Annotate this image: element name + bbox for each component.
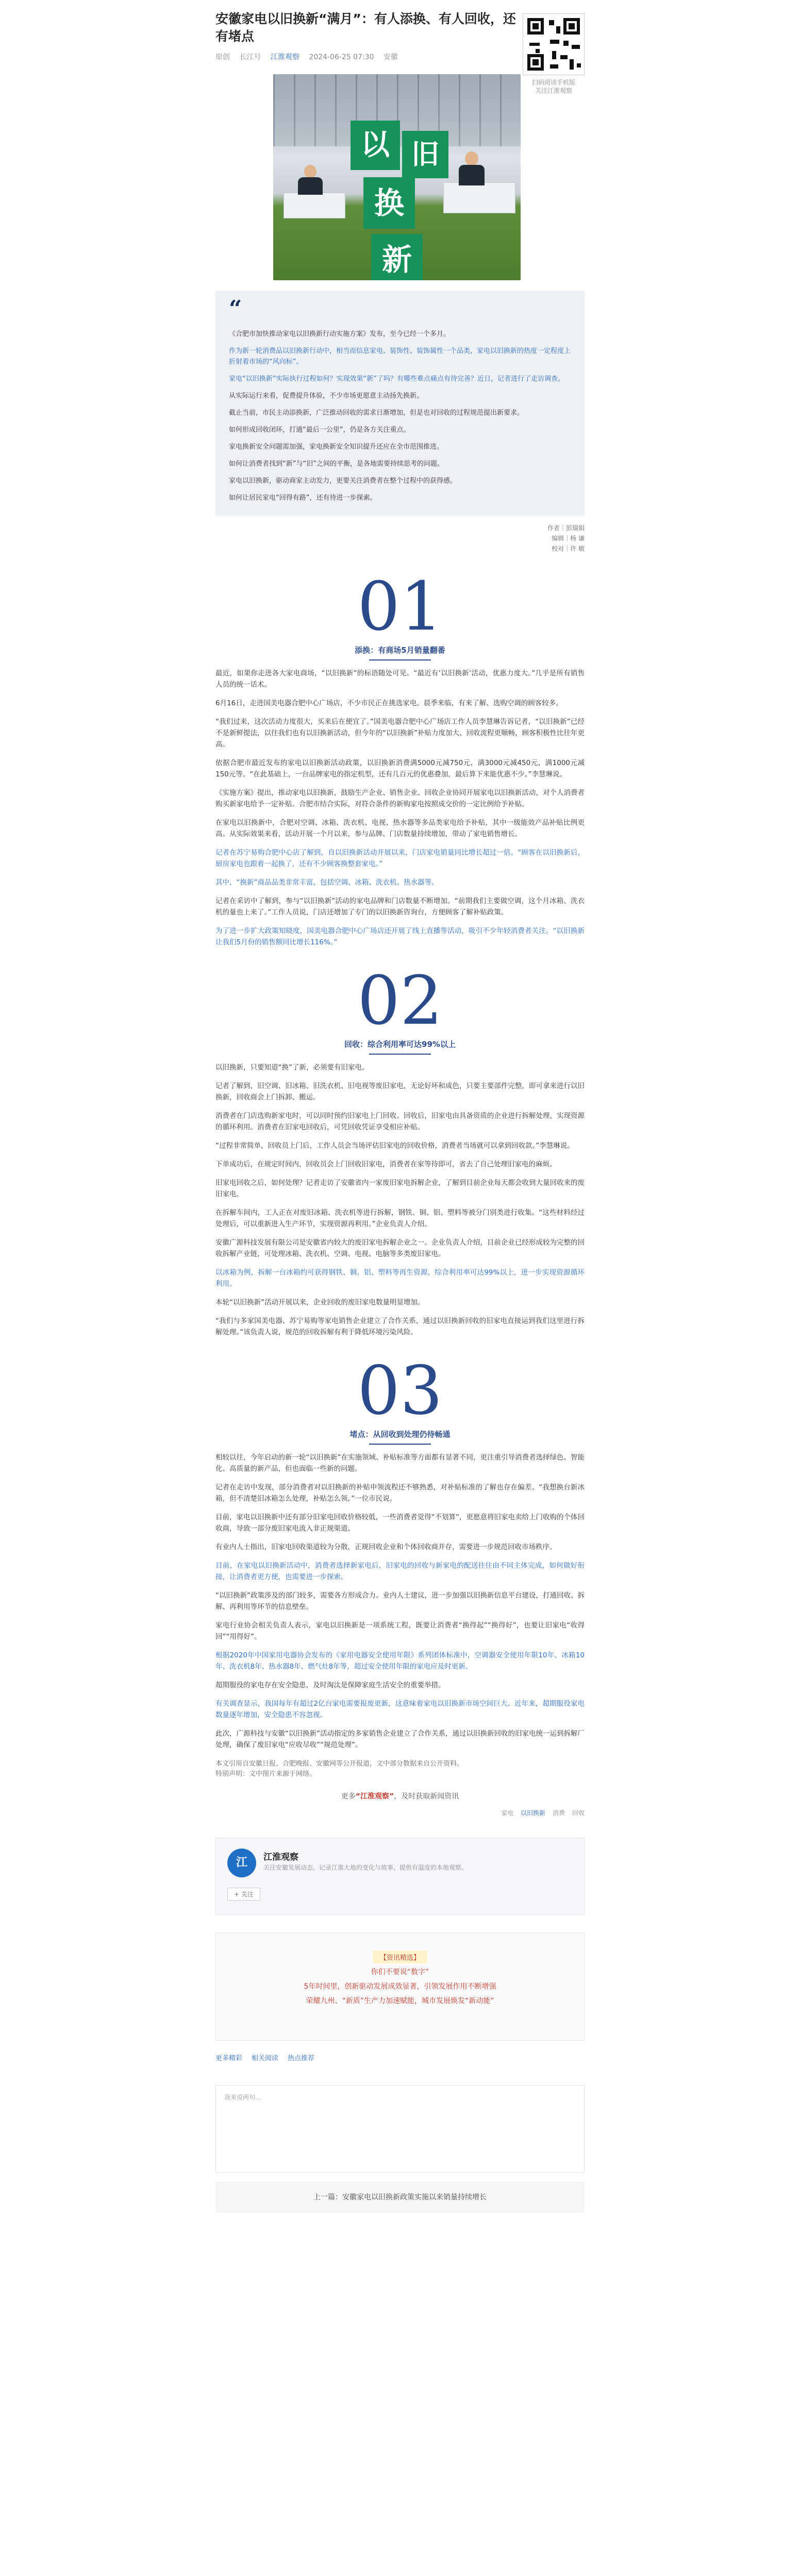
photo-cube-2: 旧	[402, 131, 448, 178]
body-paragraph: “以旧换新”政策涉及的部门较多，需要各方形成合力。业内人士建议，进一步加强以旧换新信息平台建设，打通回收、拆解、再利用等环节的信息壁垒。	[215, 1591, 585, 1611]
related-link[interactable]: 更多精彩	[215, 2055, 243, 2062]
promo-tag: 【资讯精选】	[373, 1951, 427, 1963]
section-divider	[369, 1444, 431, 1445]
body-paragraph: 下单成功后，在规定时间内，回收员会上门回收旧家电，消费者在家等待即可，省去了自己处理旧家电的麻烦。	[215, 1160, 557, 1168]
body-paragraph: 以冰箱为例，拆解一台冰箱约可获得钢铁、铜、铝、塑料等再生资源，综合利用率可达99%以上，进一步实现资源循环利用。	[215, 1268, 585, 1288]
summary-paragraph: 《合肥市加快推动家电以旧换新行动实施方案》发布，至今已经一个多月。	[229, 330, 451, 338]
body-paragraph: 《实施方案》提出，推动家电以旧换新，鼓励生产企业、销售企业、回收企业协同开展家电以旧换新活动，对个人消费者购买新家电给予一定补贴。合肥市结合实际，对符合条件的新购家电按照成交价的一定比例给予补贴。	[215, 789, 585, 808]
credits	[215, 523, 585, 554]
qr-caption-2: 关注江淮观察	[535, 87, 572, 94]
body-paragraph: 记者在苏宁易购合肥中心店了解到，自以旧换新活动开展以来，门店家电销量同比增长超过一倍。“顾客在以旧换新后，厨房家电也跟着一起换了，还有不少顾客换整套家电。”	[215, 849, 585, 868]
slogan-highlight[interactable]: “江淮观察”	[355, 1792, 394, 1801]
article-title: 安徽家电以旧换新“满月”：有人添换、有人回收，还有堵点	[215, 11, 516, 44]
end-note-line-1: 本文引用自安徽日报、合肥晚报、安徽网等公开报道，文中部分数据来自公开资料。	[215, 1760, 464, 1768]
body-paragraph: 消费者在门店选购新家电时，可以同时预约旧家电上门回收。回收后，旧家电由具备资质的企业进行拆解处理，实现资源的循环利用。消费者在旧家电回收后，可凭回收凭证享受相应补贴。	[215, 1112, 585, 1131]
original-label: 原创	[215, 53, 230, 61]
summary-paragraph: 家电“以旧换新”实际执行过程如何？实现效果“新”了吗？有哪些难点痛点有待完善？近日，记者进行了走访调查。	[229, 375, 564, 383]
related-link[interactable]: 相关阅读	[252, 2055, 279, 2062]
summary-quote-box	[215, 291, 585, 516]
slogan-prefix: 更多	[341, 1792, 356, 1801]
body-paragraph: 记者了解到，旧空调、旧冰箱、旧洗衣机、旧电视等废旧家电，无论好坏和成色，只要主要部件完整，即可拿来进行以旧换新，回收商会上门拆卸、搬运。	[215, 1082, 585, 1101]
body-paragraph: 本轮“以旧换新”活动开展以来，企业回收的废旧家电数量明显增加。	[215, 1298, 425, 1307]
body-paragraph: “我们过来，这次活动力度很大，买来后在便宜了。”国美电器合肥中心广场店工作人员李慧琳告诉记者，“以旧换新”已经不是新鲜提法，以往我们也有以旧换新活动，但今年的“以旧换新”补贴力度加大、回收流程更顺畅，顾客积极性比往年更高。	[215, 718, 585, 749]
body-paragraph: 目前，在家电以旧换新活动中，消费者选择新家电后，旧家电的回收与新家电的配送往往由不同主体完成，如何做好衔接，让消费者更方便，也需要进一步探索。	[215, 1562, 585, 1581]
photo-cube-4: 新	[371, 234, 423, 280]
summary-paragraph: 如何形成回收闭环，打通“最后一公里”，仍是各方关注重点。	[229, 426, 410, 434]
account-logo[interactable]: 江	[227, 1849, 256, 1877]
body-paragraph: 在家电以旧换新中，合肥对空调、冰箱、洗衣机、电视、热水器等多品类家电给予补贴，其中一级能效产品补贴比例更高。从实际效果来看，活动开展一个月以来，参与品牌、门店数量持续增加，带动了家电销售增长。	[215, 819, 585, 838]
comment-box[interactable]	[215, 2085, 585, 2173]
comment-input[interactable]: 我来说两句...	[224, 2094, 261, 2101]
summary-paragraph: 从实际运行来看，促费提升体验，不少市场更愿意主动扬先换新。	[229, 392, 424, 400]
body-paragraph: “过程非常简单，回收员上门后，工作人员会当场评估旧家电的回收价格，消费者当场就可以拿到回收款。”李慧琳说。	[215, 1142, 574, 1150]
follow-button[interactable]: + 关注	[227, 1888, 260, 1901]
article-section	[215, 567, 585, 948]
section-number: 02	[357, 961, 443, 1040]
tag-item[interactable]: 以旧换新	[520, 1809, 545, 1817]
account-description: 关注安徽发展动态，记录江淮大地的变化与故事，提供有温度的本地观察。	[263, 1864, 468, 1871]
body-paragraph: 根据2020年中国家用电器协会发布的《家用电器安全使用年限》系列团体标准中，空调器安全使用年限10年、冰箱10年、洗衣机8年、热水器8年、燃气灶8年等，超过安全使用年限的家电应及时更新。	[215, 1651, 585, 1671]
promo-line-2[interactable]: 5年时间里，创新驱动发展成效显著，引领发展作用不断增强	[304, 1982, 496, 1991]
credit-author: 作者｜彭瑞娟	[547, 524, 585, 532]
section-divider	[369, 659, 431, 660]
body-paragraph: 记者在采访中了解到，参与“以旧换新”活动的家电品牌和门店数量不断增加。“前期我们主要做空调，这个月冰箱、洗衣机的量也上来了。”工作人员说，门店还增加了专门的以旧换新咨询台，方便顾客了解补贴政策。	[215, 897, 585, 917]
summary-paragraph: 如何让居民家电“回得有路”，还有待进一步探索。	[229, 494, 377, 502]
qr-code-image	[523, 13, 585, 75]
body-paragraph: 为了进一步扩大政策知晓度，国美电器合肥中心广场店还开展了线上直播等活动，吸引不少年轻消费者关注。“以旧换新让我们5月份的销售额同比增长116%。”	[215, 927, 585, 946]
body-paragraph: 安徽广源科技发展有限公司是安徽省内较大的废旧家电拆解企业之一。企业负责人介绍，目前企业已经形成较为完整的回收拆解产业链，可处理冰箱、洗衣机、空调、电视、电脑等多类废旧家电。	[215, 1239, 585, 1258]
body-paragraph: 依据合肥市最近发布的家电以旧换新活动政策，以旧换新消费满5000元减750元，满3000元减450元，满1000元减150元等。“在此基础上，一台品牌家电的指定机型，还有几百元的优惠叠加，最后算下来能优惠不少。”李慧琳说。	[215, 759, 585, 778]
photo-cube-3: 换	[363, 177, 415, 229]
promo-line-1[interactable]: 你们不要说“数字”	[371, 1968, 429, 1976]
promo-block[interactable]	[215, 1933, 585, 2041]
tag-item[interactable]: 消费	[552, 1809, 565, 1817]
end-note	[215, 1759, 585, 1780]
summary-paragraph: 家电以旧换新，驱动商家主动发力，更要关注消费者在整个过程中的获得感。	[229, 477, 457, 485]
end-note-line-2: 特别声明：文中图片来源于网络。	[215, 1770, 316, 1778]
promo-line-3[interactable]: 荣耀九州、“新质”生产力加速赋能，城市发展焕发“新动能”	[306, 1997, 494, 2005]
author-profile-card	[215, 1838, 585, 1915]
body-paragraph: 家电行业协会相关负责人表示，家电以旧换新是一项系统工程，既要让消费者“换得起”“换得好”，也要让旧家电“收得回”“用得好”。	[215, 1621, 585, 1641]
summary-paragraph: 如何让消费者找到“新”与“旧”之间的平衡，是各地需要持续思考的问题。	[229, 460, 444, 468]
section-title: 添换：有商场5月销量翻番	[355, 646, 445, 655]
photo-cube-1: 以	[351, 121, 400, 170]
summary-paragraph: 作为新一轮消费品以旧换新行动中，相当而信息家电、装饰性、装饰属性一个品类，家电以旧换新的热度一定程度上折射着市场的“风向标”。	[229, 347, 571, 366]
source-label: 长江号	[239, 53, 261, 61]
body-paragraph: 以旧换新，只要知道“换”了新，必须要有旧家电。	[215, 1063, 369, 1072]
qr-code-panel	[523, 13, 585, 95]
body-paragraph: 此次，广源科技与安徽“以旧换新”活动指定的多家销售企业建立了合作关系，通过以旧换新回收的旧家电统一运到拆解厂处理，确保了废旧家电“应收尽收”“规范处理”。	[215, 1730, 585, 1749]
quote-mark-icon: “	[229, 296, 242, 322]
body-paragraph: 有业内人士指出，旧家电回收渠道较为分散，正规回收企业和个体回收商并存，需要进一步规范回收市场秩序。	[215, 1543, 557, 1551]
body-paragraph: 其中，“换新”商品品类非常丰富，包括空调、冰箱、洗衣机、热水器等。	[215, 878, 439, 887]
summary-paragraph: 家电换新安全问题需加强，家电换新安全知识提升还应在全市范围推进。	[229, 443, 444, 451]
account-name[interactable]: 江淮观察	[263, 1852, 298, 1862]
tag-list	[215, 1808, 585, 1817]
region-label: 安徽	[383, 53, 398, 61]
body-paragraph: 相较以往，今年启动的新一轮“以旧换新”在实施领域、补贴标准等方面都有显著不同，更注重引导消费者选择绿色、智能化、高质量的新产品，但也面临一些新的问题。	[215, 1453, 585, 1473]
section-divider	[369, 1054, 431, 1055]
body-paragraph: 记者在走访中发现，部分消费者对以旧换新的补贴申领流程还不够熟悉，对补贴标准的了解也存在偏差。“我想换台新冰箱，但不清楚旧冰箱怎么处理，补贴怎么领。”一位市民说。	[215, 1483, 585, 1503]
section-title: 堵点：从回收到处理仍待畅通	[349, 1430, 451, 1439]
body-paragraph: 6月16日，走进国美电器合肥中心广场店，不少市民正在挑选家电。晨季来临，有来了解、选购空调的顾客较多。	[215, 699, 563, 707]
body-paragraph: 旧家电回收之后，如何处理？记者走访了安徽省内一家废旧家电拆解企业，了解到目前企业每天都会收到大量回收来的废旧家电。	[215, 1179, 585, 1198]
account-link[interactable]: 江淮观察	[270, 53, 299, 61]
tag-item[interactable]: 家电	[501, 1809, 513, 1817]
tag-item[interactable]: 回收	[572, 1809, 585, 1817]
article-photo	[273, 74, 521, 280]
body-paragraph: 有关调查显示，我国每年有超过2亿台家电需要报废更新，这意味着家电以旧换新市场空间巨大。近年来，超期服役家电数量逐年增加，安全隐患不容忽视。	[215, 1700, 585, 1719]
section-number: 03	[357, 1351, 443, 1430]
article-sections	[215, 567, 585, 1751]
slogan-suffix: ，及时获取新闻资讯	[394, 1792, 459, 1801]
credit-proofreader: 校对｜许 敏	[552, 545, 585, 552]
summary-paragraph: 截止当前，市民主动添换新，广泛推动回收的需求日渐增加，但是也对回收的过程规范提出新要求。	[229, 409, 524, 417]
section-title: 回收：综合利用率可达99%以上	[344, 1040, 456, 1049]
article-section	[215, 961, 585, 1338]
prev-article-link[interactable]: 上一篇：安徽家电以旧换新政策实施以来销量持续增长	[215, 2182, 585, 2213]
credit-editor: 编辑｜杨 谦	[552, 535, 585, 542]
follow-slogan	[215, 1791, 585, 1801]
qr-caption-1: 扫码阅读手机版	[531, 79, 575, 86]
summary-paragraphs	[229, 329, 571, 503]
section-number: 01	[357, 567, 443, 646]
article-section	[215, 1351, 585, 1751]
body-paragraph: 最近，如果你走进各大家电商场，“以旧换新”的标语随处可见。“最近有‘以旧换新’活动，优惠力度大。”几乎是所有销售人员的统一话术。	[215, 669, 585, 689]
body-paragraph: “我们与多家国美电器、苏宁易购等家电销售企业建立了合作关系，通过以旧换新回收的旧家电直接运到我们这里进行拆解处理。”该负责人说，规范的回收拆解有利于降低环境污染风险。	[215, 1317, 585, 1336]
publish-time: 2024-06-25 07:30	[309, 53, 374, 61]
body-paragraph: 在拆解车间内，工人正在对废旧冰箱、洗衣机等进行拆解，钢铁、铜、铝、塑料等被分门别类进行收集。“这些材料经过处理后，可以重新进入生产环节，实现资源再利用。”企业负责人介绍。	[215, 1209, 585, 1228]
related-link[interactable]: 热点推荐	[288, 2055, 315, 2062]
body-paragraph: 超期服役的家电存在安全隐患，及时淘汰是保障家庭生活安全的重要举措。	[215, 1681, 445, 1689]
body-paragraph: 目前，家电以旧换新中还有部分旧家电回收价格较低，一些消费者觉得“不划算”，更愿意将旧家电卖给上门收购的个体回收商，导致一部分废旧家电流入非正规渠道。	[215, 1513, 585, 1533]
related-links	[215, 2053, 585, 2064]
article	[215, 0, 585, 2213]
